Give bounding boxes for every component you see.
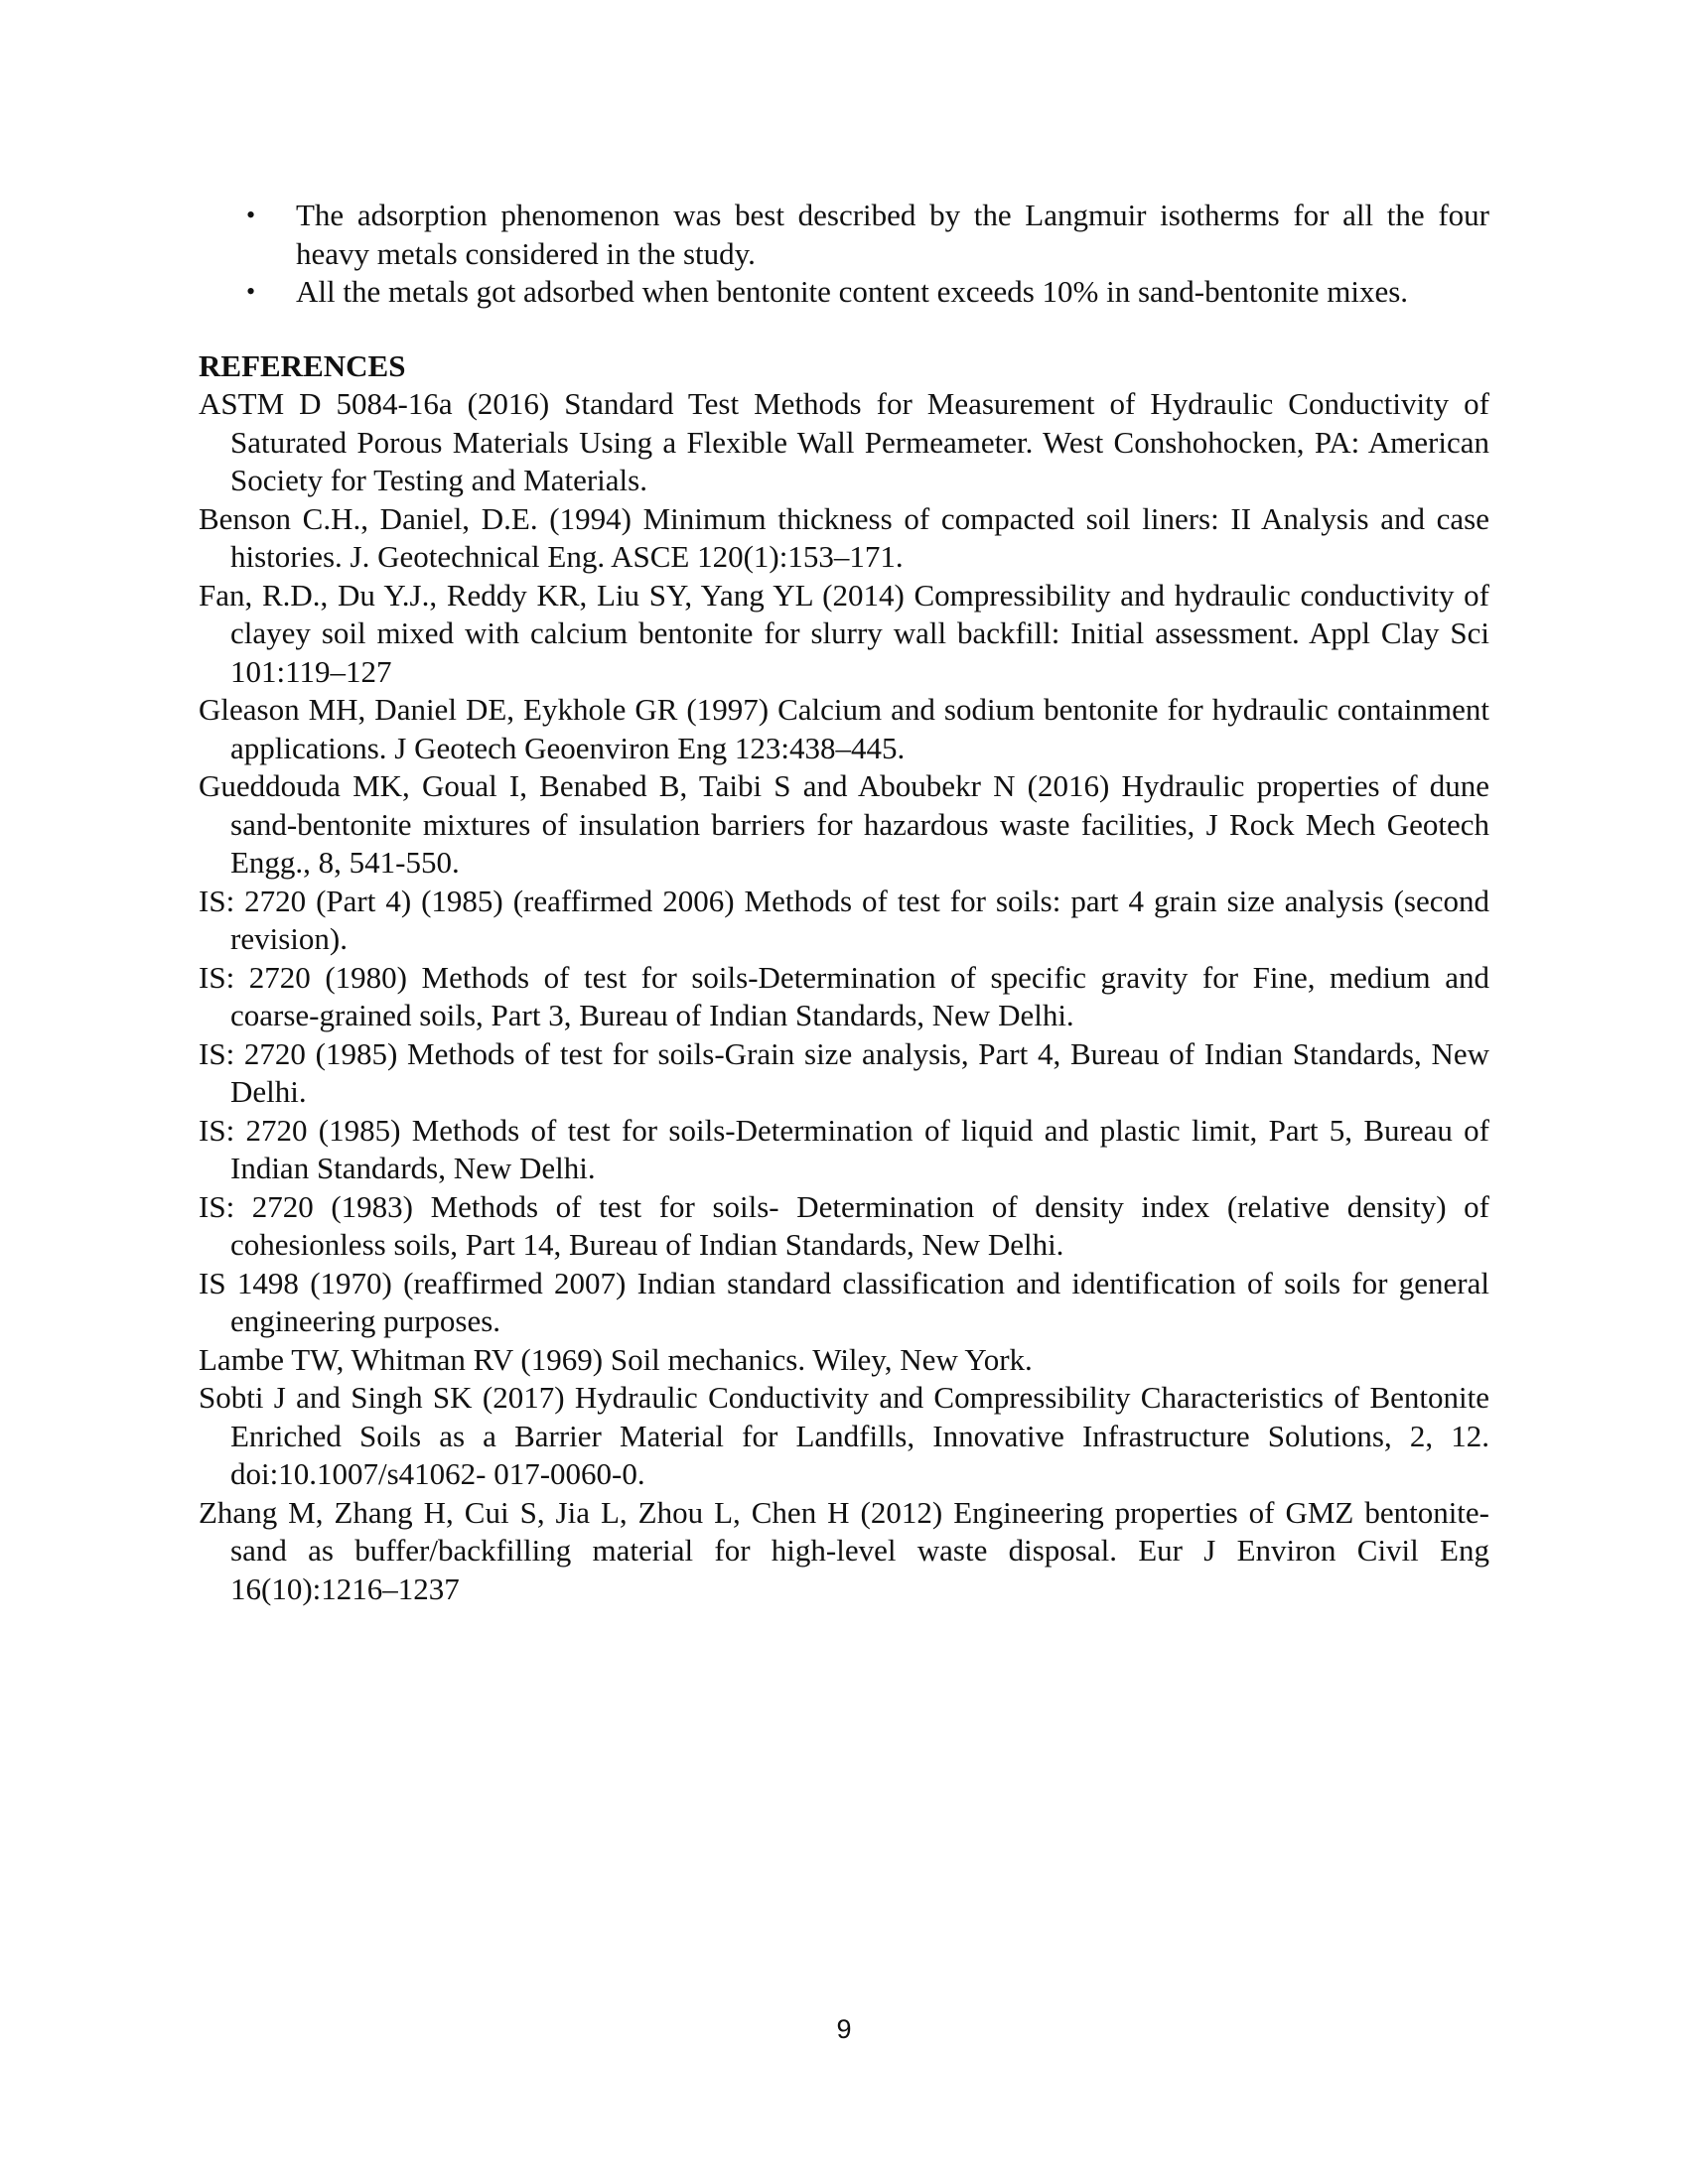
bullet-icon: • <box>246 277 256 306</box>
reference-item: Sobti J and Singh SK (2017) Hydraulic Conductivity and Compressibility Characteristics of Bentonite Enriched Soils as a Barrier Material for Landfills, Innovative Infrastructure Solutions, 2, 12. doi:10.1007/s41062- 017-0060-0. <box>199 1380 1489 1491</box>
reference-item: IS 1498 (1970) (reaffirmed 2007) Indian standard classification and identification of soils for general engineering purposes. <box>199 1265 1489 1338</box>
bullet-text: All the metals got adsorbed when bentonite content exceeds 10% in sand-bentonite mixes. <box>296 274 1409 309</box>
bullet-item <box>199 197 1489 273</box>
reference-item: IS: 2720 (1980) Methods of test for soils-Determination of specific gravity for Fine, medium and coarse-grained soils, Part 3, Bureau of Indian Standards, New Delhi. <box>199 959 1489 1032</box>
bullet-item <box>199 273 1489 312</box>
page-number: 9 <box>836 2014 852 2044</box>
reference-item: Benson C.H., Daniel, D.E. (1994) Minimum thickness of compacted soil liners: II Analysis and case histories. J. Geotechnical Eng. ASCE 120(1):153–171. <box>199 500 1489 574</box>
reference-item: ASTM D 5084-16a (2016) Standard Test Methods for Measurement of Hydraulic Conductivity of Saturated Porous Materials Using a Flexible Wall Permeameter. West Conshohocken, PA: American Society for Testing and Materials. <box>199 386 1489 497</box>
reference-item: IS: 2720 (Part 4) (1985) (reaffirmed 2006) Methods of test for soils: part 4 grain size analysis (second revision). <box>199 883 1489 956</box>
reference-item: IS: 2720 (1985) Methods of test for soils-Determination of liquid and plastic limit, Part 5, Bureau of Indian Standards, New Delhi. <box>199 1112 1489 1185</box>
bullet-text: The adsorption phenomenon was best described by the Langmuir isotherms for all the four heavy metals considered in the study. <box>296 198 1489 271</box>
conclusion-bullet-list <box>199 197 1489 312</box>
references-heading: REFERENCES <box>199 347 406 383</box>
bullet-icon: • <box>246 201 256 229</box>
reference-item: Fan, R.D., Du Y.J., Reddy KR, Liu SY, Yang YL (2014) Compressibility and hydraulic conductivity of clayey soil mixed with calcium bentonite for slurry wall backfill: Initial assessment. Appl Clay Sci 101:119–127 <box>199 577 1489 689</box>
reference-item: Lambe TW, Whitman RV (1969) Soil mechanics. Wiley, New York. <box>199 1341 1033 1377</box>
reference-item: Gleason MH, Daniel DE, Eykhole GR (1997) Calcium and sodium bentonite for hydraulic containment applications. J Geotech Geoenviron Eng 123:438–445. <box>199 692 1489 765</box>
reference-item: Zhang M, Zhang H, Cui S, Jia L, Zhou L, Chen H (2012) Engineering properties of GMZ bentonite-sand as buffer/backfilling material for high-level waste disposal. Eur J Environ Civil Eng 16(10):1216–1237 <box>199 1494 1489 1606</box>
references-list <box>199 385 1489 1608</box>
reference-item: IS: 2720 (1983) Methods of test for soils- Determination of density index (relative density) of cohesionless soils, Part 14, Bureau of Indian Standards, New Delhi. <box>199 1188 1489 1262</box>
page-content <box>199 197 1489 1608</box>
reference-item: Gueddouda MK, Goual I, Benabed B, Taibi S and Aboubekr N (2016) Hydraulic properties of dune sand-bentonite mixtures of insulation barriers for hazardous waste facilities, J Rock Mech Geotech Engg., 8, 541-550. <box>199 768 1489 880</box>
reference-item: IS: 2720 (1985) Methods of test for soils-Grain size analysis, Part 4, Bureau of Indian Standards, New Delhi. <box>199 1035 1489 1109</box>
